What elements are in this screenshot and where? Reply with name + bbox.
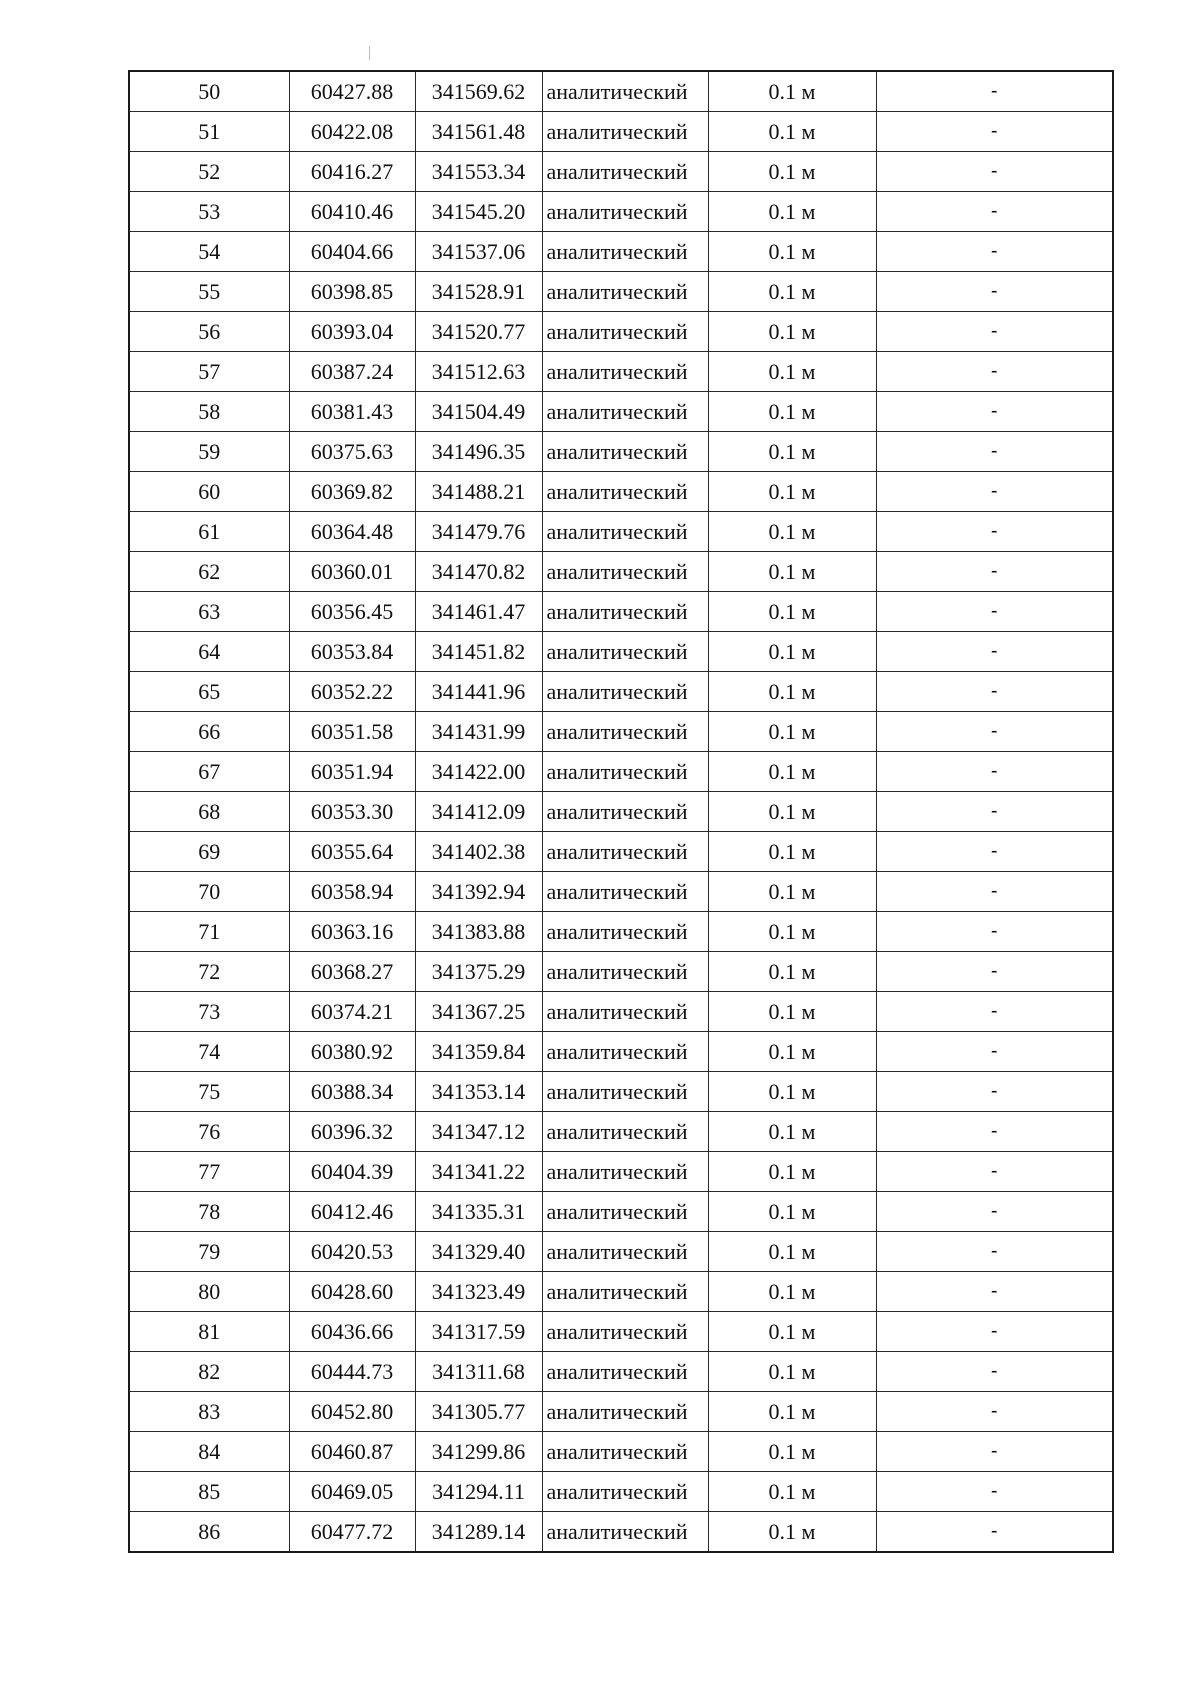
table-row (129, 1272, 1113, 1312)
x-coordinate-cell: 60360.01 (289, 552, 415, 592)
y-coordinate-cell: 341553.34 (415, 152, 542, 192)
table-row (129, 1112, 1113, 1152)
y-coordinate-cell: 341311.68 (415, 1352, 542, 1392)
point-number-cell: 51 (129, 112, 289, 152)
x-coordinate-cell: 60404.66 (289, 232, 415, 272)
accuracy-cell: 0.1 м (708, 1192, 876, 1232)
method-cell: аналитический (542, 1512, 708, 1553)
accuracy-cell: 0.1 м (708, 872, 876, 912)
accuracy-cell: 0.1 м (708, 792, 876, 832)
y-coordinate-cell: 341323.49 (415, 1272, 542, 1312)
accuracy-cell: 0.1 м (708, 512, 876, 552)
y-coordinate-cell: 341479.76 (415, 512, 542, 552)
accuracy-cell: 0.1 м (708, 472, 876, 512)
method-cell: аналитический (542, 1112, 708, 1152)
x-coordinate-cell: 60420.53 (289, 1232, 415, 1272)
point-number-cell: 61 (129, 512, 289, 552)
accuracy-cell: 0.1 м (708, 1272, 876, 1312)
accuracy-cell: 0.1 м (708, 832, 876, 872)
note-cell: - (876, 752, 1113, 792)
point-number-cell: 57 (129, 352, 289, 392)
table-row (129, 752, 1113, 792)
x-coordinate-cell: 60444.73 (289, 1352, 415, 1392)
x-coordinate-cell: 60398.85 (289, 272, 415, 312)
point-number-cell: 76 (129, 1112, 289, 1152)
method-cell: аналитический (542, 872, 708, 912)
table-row (129, 272, 1113, 312)
y-coordinate-cell: 341520.77 (415, 312, 542, 352)
x-coordinate-cell: 60477.72 (289, 1512, 415, 1553)
y-coordinate-cell: 341305.77 (415, 1392, 542, 1432)
accuracy-cell: 0.1 м (708, 592, 876, 632)
method-cell: аналитический (542, 912, 708, 952)
accuracy-cell: 0.1 м (708, 272, 876, 312)
point-number-cell: 64 (129, 632, 289, 672)
x-coordinate-cell: 60428.60 (289, 1272, 415, 1312)
x-coordinate-cell: 60358.94 (289, 872, 415, 912)
table-row (129, 672, 1113, 712)
method-cell: аналитический (542, 712, 708, 752)
note-cell: - (876, 1272, 1113, 1312)
x-coordinate-cell: 60388.34 (289, 1072, 415, 1112)
point-number-cell: 83 (129, 1392, 289, 1432)
x-coordinate-cell: 60352.22 (289, 672, 415, 712)
y-coordinate-cell: 341353.14 (415, 1072, 542, 1112)
method-cell: аналитический (542, 272, 708, 312)
point-number-cell: 69 (129, 832, 289, 872)
accuracy-cell: 0.1 м (708, 1032, 876, 1072)
point-number-cell: 50 (129, 71, 289, 112)
note-cell: - (876, 712, 1113, 752)
point-number-cell: 77 (129, 1152, 289, 1192)
x-coordinate-cell: 60396.32 (289, 1112, 415, 1152)
point-number-cell: 67 (129, 752, 289, 792)
x-coordinate-cell: 60364.48 (289, 512, 415, 552)
x-coordinate-cell: 60412.46 (289, 1192, 415, 1232)
y-coordinate-cell: 341561.48 (415, 112, 542, 152)
accuracy-cell: 0.1 м (708, 1112, 876, 1152)
y-coordinate-cell: 341317.59 (415, 1312, 542, 1352)
y-coordinate-cell: 341299.86 (415, 1432, 542, 1472)
x-coordinate-cell: 60368.27 (289, 952, 415, 992)
point-number-cell: 81 (129, 1312, 289, 1352)
table-row (129, 1312, 1113, 1352)
y-coordinate-cell: 341347.12 (415, 1112, 542, 1152)
y-coordinate-cell: 341488.21 (415, 472, 542, 512)
x-coordinate-cell: 60351.58 (289, 712, 415, 752)
table-row (129, 472, 1113, 512)
note-cell: - (876, 472, 1113, 512)
table-row (129, 1352, 1113, 1392)
accuracy-cell: 0.1 м (708, 1072, 876, 1112)
y-coordinate-cell: 341545.20 (415, 192, 542, 232)
point-number-cell: 70 (129, 872, 289, 912)
note-cell: - (876, 1072, 1113, 1112)
note-cell: - (876, 272, 1113, 312)
table-row (129, 1032, 1113, 1072)
x-coordinate-cell: 60355.64 (289, 832, 415, 872)
table-row (129, 1432, 1113, 1472)
method-cell: аналитический (542, 1472, 708, 1512)
note-cell: - (876, 1192, 1113, 1232)
scan-mark (369, 46, 370, 60)
y-coordinate-cell: 341289.14 (415, 1512, 542, 1553)
point-number-cell: 82 (129, 1352, 289, 1392)
note-cell: - (876, 1352, 1113, 1392)
accuracy-cell: 0.1 м (708, 312, 876, 352)
y-coordinate-cell: 341359.84 (415, 1032, 542, 1072)
accuracy-cell: 0.1 м (708, 392, 876, 432)
x-coordinate-cell: 60422.08 (289, 112, 415, 152)
method-cell: аналитический (542, 592, 708, 632)
accuracy-cell: 0.1 м (708, 1432, 876, 1472)
y-coordinate-cell: 341392.94 (415, 872, 542, 912)
x-coordinate-cell: 60393.04 (289, 312, 415, 352)
point-number-cell: 75 (129, 1072, 289, 1112)
x-coordinate-cell: 60353.84 (289, 632, 415, 672)
note-cell: - (876, 1512, 1113, 1553)
method-cell: аналитический (542, 1432, 708, 1472)
point-number-cell: 79 (129, 1232, 289, 1272)
accuracy-cell: 0.1 м (708, 552, 876, 592)
note-cell: - (876, 672, 1113, 712)
table-row (129, 1072, 1113, 1112)
point-number-cell: 63 (129, 592, 289, 632)
accuracy-cell: 0.1 м (708, 352, 876, 392)
accuracy-cell: 0.1 м (708, 232, 876, 272)
y-coordinate-cell: 341569.62 (415, 71, 542, 112)
accuracy-cell: 0.1 м (708, 432, 876, 472)
note-cell: - (876, 992, 1113, 1032)
accuracy-cell: 0.1 м (708, 1352, 876, 1392)
note-cell: - (876, 632, 1113, 672)
point-number-cell: 85 (129, 1472, 289, 1512)
y-coordinate-cell: 341402.38 (415, 832, 542, 872)
point-number-cell: 59 (129, 432, 289, 472)
y-coordinate-cell: 341422.00 (415, 752, 542, 792)
table-row (129, 632, 1113, 672)
method-cell: аналитический (542, 512, 708, 552)
table-row (129, 1512, 1113, 1553)
note-cell: - (876, 1472, 1113, 1512)
note-cell: - (876, 312, 1113, 352)
table-row (129, 432, 1113, 472)
note-cell: - (876, 1392, 1113, 1432)
method-cell: аналитический (542, 992, 708, 1032)
table-row (129, 352, 1113, 392)
accuracy-cell: 0.1 м (708, 71, 876, 112)
point-number-cell: 65 (129, 672, 289, 712)
x-coordinate-cell: 60351.94 (289, 752, 415, 792)
note-cell: - (876, 232, 1113, 272)
y-coordinate-cell: 341329.40 (415, 1232, 542, 1272)
point-number-cell: 72 (129, 952, 289, 992)
y-coordinate-cell: 341431.99 (415, 712, 542, 752)
x-coordinate-cell: 60469.05 (289, 1472, 415, 1512)
table-row (129, 152, 1113, 192)
method-cell: аналитический (542, 792, 708, 832)
note-cell: - (876, 832, 1113, 872)
x-coordinate-cell: 60369.82 (289, 472, 415, 512)
point-number-cell: 84 (129, 1432, 289, 1472)
method-cell: аналитический (542, 672, 708, 712)
accuracy-cell: 0.1 м (708, 1232, 876, 1272)
point-number-cell: 54 (129, 232, 289, 272)
point-number-cell: 71 (129, 912, 289, 952)
method-cell: аналитический (542, 1272, 708, 1312)
method-cell: аналитический (542, 552, 708, 592)
table-row (129, 112, 1113, 152)
note-cell: - (876, 1232, 1113, 1272)
method-cell: аналитический (542, 752, 708, 792)
table-row (129, 1472, 1113, 1512)
table-row (129, 992, 1113, 1032)
y-coordinate-cell: 341441.96 (415, 672, 542, 712)
accuracy-cell: 0.1 м (708, 1512, 876, 1553)
table-row (129, 952, 1113, 992)
x-coordinate-cell: 60436.66 (289, 1312, 415, 1352)
y-coordinate-cell: 341504.49 (415, 392, 542, 432)
point-number-cell: 60 (129, 472, 289, 512)
table-row (129, 1152, 1113, 1192)
method-cell: аналитический (542, 112, 708, 152)
method-cell: аналитический (542, 632, 708, 672)
method-cell: аналитический (542, 392, 708, 432)
note-cell: - (876, 1312, 1113, 1352)
x-coordinate-cell: 60356.45 (289, 592, 415, 632)
method-cell: аналитический (542, 1072, 708, 1112)
y-coordinate-cell: 341341.22 (415, 1152, 542, 1192)
method-cell: аналитический (542, 352, 708, 392)
method-cell: аналитический (542, 472, 708, 512)
note-cell: - (876, 792, 1113, 832)
y-coordinate-cell: 341335.31 (415, 1192, 542, 1232)
y-coordinate-cell: 341367.25 (415, 992, 542, 1032)
y-coordinate-cell: 341294.11 (415, 1472, 542, 1512)
method-cell: аналитический (542, 1152, 708, 1192)
x-coordinate-cell: 60387.24 (289, 352, 415, 392)
table-row (129, 792, 1113, 832)
method-cell: аналитический (542, 152, 708, 192)
x-coordinate-cell: 60404.39 (289, 1152, 415, 1192)
method-cell: аналитический (542, 232, 708, 272)
point-number-cell: 66 (129, 712, 289, 752)
y-coordinate-cell: 341470.82 (415, 552, 542, 592)
point-number-cell: 53 (129, 192, 289, 232)
note-cell: - (876, 952, 1113, 992)
note-cell: - (876, 1432, 1113, 1472)
point-number-cell: 52 (129, 152, 289, 192)
table-row (129, 872, 1113, 912)
x-coordinate-cell: 60460.87 (289, 1432, 415, 1472)
table-row (129, 71, 1113, 112)
method-cell: аналитический (542, 192, 708, 232)
accuracy-cell: 0.1 м (708, 112, 876, 152)
accuracy-cell: 0.1 м (708, 992, 876, 1032)
note-cell: - (876, 1032, 1113, 1072)
method-cell: аналитический (542, 832, 708, 872)
y-coordinate-cell: 341528.91 (415, 272, 542, 312)
table-row (129, 232, 1113, 272)
table-row (129, 1192, 1113, 1232)
x-coordinate-cell: 60363.16 (289, 912, 415, 952)
y-coordinate-cell: 341383.88 (415, 912, 542, 952)
accuracy-cell: 0.1 м (708, 1472, 876, 1512)
accuracy-cell: 0.1 м (708, 1392, 876, 1432)
method-cell: аналитический (542, 1312, 708, 1352)
method-cell: аналитический (542, 432, 708, 472)
x-coordinate-cell: 60353.30 (289, 792, 415, 832)
accuracy-cell: 0.1 м (708, 1312, 876, 1352)
point-number-cell: 80 (129, 1272, 289, 1312)
method-cell: аналитический (542, 71, 708, 112)
table-row (129, 1232, 1113, 1272)
note-cell: - (876, 512, 1113, 552)
table-row (129, 832, 1113, 872)
note-cell: - (876, 112, 1113, 152)
y-coordinate-cell: 341375.29 (415, 952, 542, 992)
table-row (129, 392, 1113, 432)
note-cell: - (876, 552, 1113, 592)
method-cell: аналитический (542, 1392, 708, 1432)
x-coordinate-cell: 60410.46 (289, 192, 415, 232)
table-row (129, 1392, 1113, 1432)
x-coordinate-cell: 60381.43 (289, 392, 415, 432)
note-cell: - (876, 912, 1113, 952)
x-coordinate-cell: 60427.88 (289, 71, 415, 112)
table-row (129, 192, 1113, 232)
point-number-cell: 74 (129, 1032, 289, 1072)
point-number-cell: 78 (129, 1192, 289, 1232)
point-number-cell: 58 (129, 392, 289, 432)
x-coordinate-cell: 60380.92 (289, 1032, 415, 1072)
note-cell: - (876, 1112, 1113, 1152)
y-coordinate-cell: 341451.82 (415, 632, 542, 672)
note-cell: - (876, 1152, 1113, 1192)
table-row (129, 712, 1113, 752)
method-cell: аналитический (542, 1352, 708, 1392)
note-cell: - (876, 152, 1113, 192)
point-number-cell: 73 (129, 992, 289, 1032)
point-number-cell: 56 (129, 312, 289, 352)
coordinates-table-body (129, 71, 1113, 1552)
table-row (129, 912, 1113, 952)
y-coordinate-cell: 341496.35 (415, 432, 542, 472)
method-cell: аналитический (542, 1192, 708, 1232)
y-coordinate-cell: 341537.06 (415, 232, 542, 272)
note-cell: - (876, 71, 1113, 112)
y-coordinate-cell: 341512.63 (415, 352, 542, 392)
accuracy-cell: 0.1 м (708, 632, 876, 672)
table-row (129, 592, 1113, 632)
coordinates-table (128, 70, 1114, 1553)
point-number-cell: 86 (129, 1512, 289, 1553)
x-coordinate-cell: 60452.80 (289, 1392, 415, 1432)
method-cell: аналитический (542, 1232, 708, 1272)
table-row (129, 512, 1113, 552)
note-cell: - (876, 392, 1113, 432)
accuracy-cell: 0.1 м (708, 152, 876, 192)
method-cell: аналитический (542, 952, 708, 992)
x-coordinate-cell: 60374.21 (289, 992, 415, 1032)
y-coordinate-cell: 341461.47 (415, 592, 542, 632)
accuracy-cell: 0.1 м (708, 672, 876, 712)
note-cell: - (876, 192, 1113, 232)
accuracy-cell: 0.1 м (708, 752, 876, 792)
method-cell: аналитический (542, 1032, 708, 1072)
x-coordinate-cell: 60416.27 (289, 152, 415, 192)
point-number-cell: 68 (129, 792, 289, 832)
note-cell: - (876, 872, 1113, 912)
accuracy-cell: 0.1 м (708, 952, 876, 992)
y-coordinate-cell: 341412.09 (415, 792, 542, 832)
note-cell: - (876, 592, 1113, 632)
x-coordinate-cell: 60375.63 (289, 432, 415, 472)
table-row (129, 552, 1113, 592)
accuracy-cell: 0.1 м (708, 192, 876, 232)
table-row (129, 312, 1113, 352)
accuracy-cell: 0.1 м (708, 912, 876, 952)
method-cell: аналитический (542, 312, 708, 352)
accuracy-cell: 0.1 м (708, 1152, 876, 1192)
accuracy-cell: 0.1 м (708, 712, 876, 752)
note-cell: - (876, 352, 1113, 392)
point-number-cell: 62 (129, 552, 289, 592)
point-number-cell: 55 (129, 272, 289, 312)
note-cell: - (876, 432, 1113, 472)
